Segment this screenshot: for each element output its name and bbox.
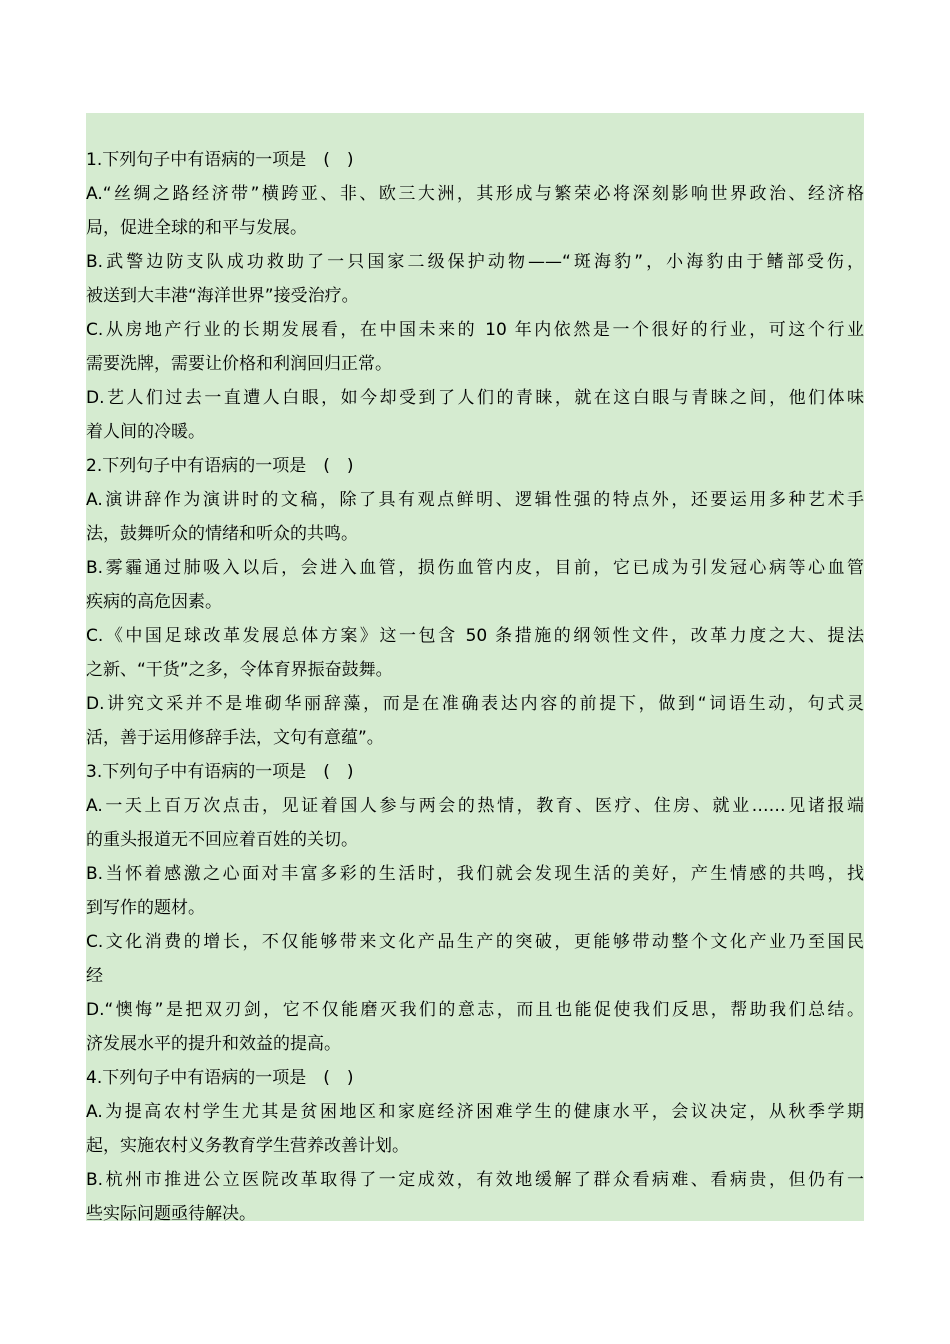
question-2-option-d: D.讲究文采并不是堆砌华丽辞藻，而是在准确表达内容的前提下，做到“词语生动，句式灵 [86, 694, 864, 714]
question-3-option-c-tail: 济发展水平的提升和效益的提高。 [86, 1034, 341, 1054]
exercise-block [86, 113, 864, 1224]
question-3-stem: 3.下列句子中有语病的一项是 ( ) [86, 762, 354, 782]
question-1-option-c: C.从房地产行业的长期发展看，在中国未来的 10 年内依然是一个很好的行业，可这个行业 [86, 320, 864, 340]
question-2-option-d-cont: 活，善于运用修辞手法，文句有意蕴”。 [86, 728, 384, 748]
question-3-option-a: A.一天上百万次点击，见证着国人参与两会的热情，教育、医疗、住房、就业……见诸报端 [86, 796, 864, 816]
question-3-option-a-cont: 的重头报道无不回应着百姓的关切。 [86, 830, 358, 850]
question-1-option-b-cont: 被送到大丰港“海洋世界”接受治疗。 [86, 286, 359, 306]
question-3-option-b: B.当怀着感激之心面对丰富多彩的生活时，我们就会发现生活的美好，产生情感的共鸣，找 [86, 864, 864, 884]
question-2-option-c: C.《中国足球改革发展总体方案》这一包含 50 条措施的纲领性文件，改革力度之大、提法 [86, 626, 864, 646]
question-1-option-d-cont: 着人间的冷暖。 [86, 422, 205, 442]
question-1-stem: 1.下列句子中有语病的一项是 ( ) [86, 150, 354, 170]
question-4-option-b: B.杭州市推进公立医院改革取得了一定成效，有效地缓解了群众看病难、看病贵，但仍有一 [86, 1170, 864, 1190]
question-2-option-a-cont: 法，鼓舞听众的情绪和听众的共鸣。 [86, 524, 358, 544]
question-1-option-b: B.武警边防支队成功救助了一只国家二级保护动物——“斑海豹”，小海豹由于鳍部受伤， [86, 252, 864, 272]
question-3-option-d: D.“懊悔”是把双刃剑，它不仅能磨灭我们的意志，而且也能促使我们反思，帮助我们总结。 [86, 1000, 864, 1020]
question-2-option-c-cont: 之新、“干货”之多，令体育界振奋鼓舞。 [86, 660, 393, 680]
question-2-option-b: B.雾霾通过肺吸入以后，会进入血管，损伤血管内皮，目前，它已成为引发冠心病等心血管 [86, 558, 864, 578]
question-4-option-a-cont: 起，实施农村义务教育学生营养改善计划。 [86, 1136, 409, 1156]
question-2-option-b-cont: 疾病的高危因素。 [86, 592, 222, 612]
question-4-stem: 4.下列句子中有语病的一项是 ( ) [86, 1068, 354, 1088]
question-2-option-a: A.演讲辞作为演讲时的文稿，除了具有观点鲜明、逻辑性强的特点外，还要运用多种艺术手 [86, 490, 864, 510]
question-4-option-a: A.为提高农村学生尤其是贫困地区和家庭经济困难学生的健康水平，会议决定，从秋季学期 [86, 1102, 864, 1122]
question-3-option-b-cont: 到写作的题材。 [86, 898, 205, 918]
question-3-option-c-cont: 经 [86, 966, 103, 986]
question-3-option-c: C.文化消费的增长，不仅能够带来文化产品生产的突破，更能够带动整个文化产业乃至国民 [86, 932, 864, 952]
question-1-option-c-cont: 需要洗牌，需要让价格和利润回归正常。 [86, 354, 392, 374]
question-2-stem: 2.下列句子中有语病的一项是 ( ) [86, 456, 354, 476]
question-1-option-d: D.艺人们过去一直遭人白眼，如今却受到了人们的青睐，就在这白眼与青睐之间，他们体味 [86, 388, 864, 408]
question-4-option-b-cont: 些实际问题亟待解决。 [86, 1204, 256, 1224]
question-1-option-a: A.“丝绸之路经济带”横跨亚、非、欧三大洲，其形成与繁荣必将深刻影响世界政治、经济格 [86, 184, 864, 204]
question-1-option-a-cont: 局，促进全球的和平与发展。 [86, 218, 307, 238]
